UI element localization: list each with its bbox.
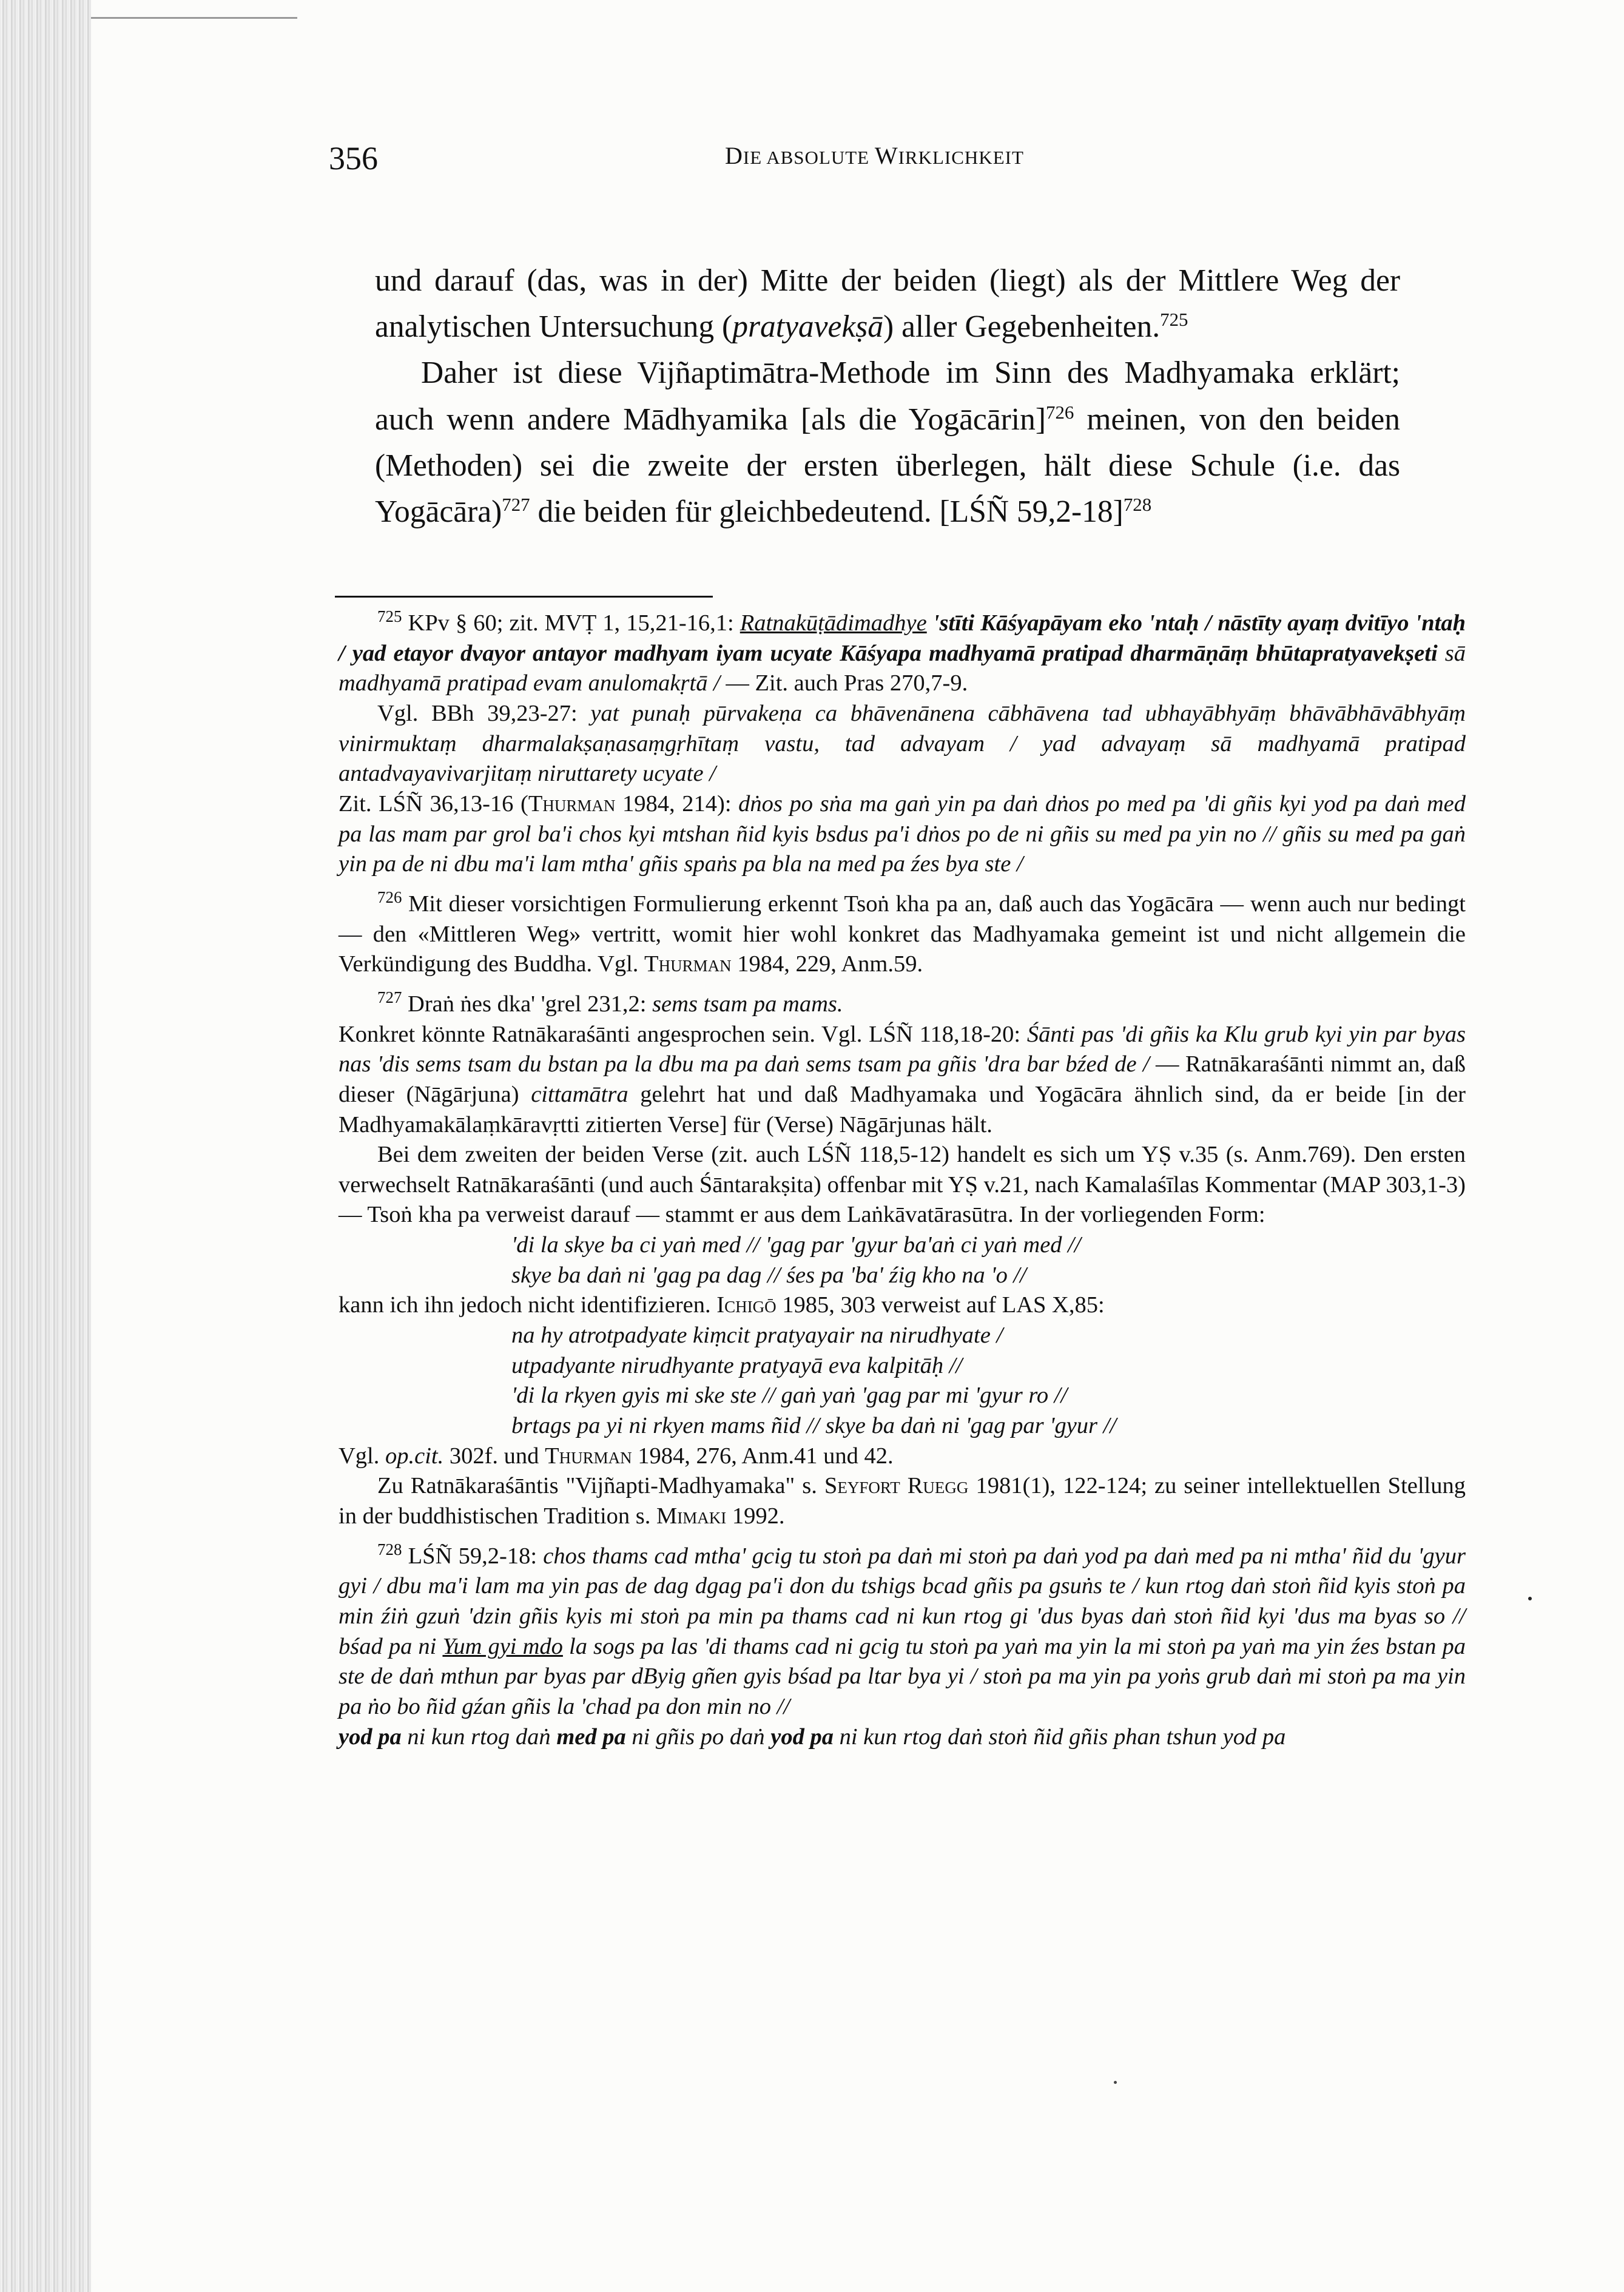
text-run: LŚÑ 59,2-18: xyxy=(402,1543,544,1569)
verse-line xyxy=(511,1261,1466,1291)
text-run: la sogs pa las 'di thams cad ni gcig tu stoṅ pa yaṅ ma yin la mi stoṅ pa yaṅ ma yin źes bstan pa ste de daṅ mthun par byas par dByig gñen gyis bśad pa ltar bya yi / stoṅ pa ma yin pa yoṅs grub daṅ mi stoṅ pa ma yin pa ṅo bo ñid gźan gñis la 'chad pa don min no // xyxy=(339,1633,1466,1719)
text-run: Zit. LŚÑ 36,13-16 ( xyxy=(339,790,528,817)
text-run: Draṅ ṅes dka' 'grel 231,2: xyxy=(402,991,653,1017)
footnote-725-zit xyxy=(339,789,1466,880)
footnote-727-kann xyxy=(339,1290,1466,1321)
footnote-726 xyxy=(339,889,1466,980)
footnote-727-vgl xyxy=(339,1441,1466,1472)
text-run: 1985, 303 verweist auf LAS X,85: xyxy=(776,1292,1105,1318)
footnotes xyxy=(339,608,1466,1752)
text-run: sā madhyamā pratipad evam anulomakṛtā / xyxy=(339,640,1466,696)
text-run: sems tsam pa mams. xyxy=(652,991,843,1017)
footnote-separator xyxy=(335,596,713,598)
text-run: Śānti pas 'di gñis ka Klu grub kyi yin par byas nas 'dis sems tsam du bstan pa la dbu ma pa daṅ sems tsam pa gñis 'dra bar bźed de / xyxy=(339,1021,1466,1077)
text-run: cittamātra xyxy=(531,1081,628,1107)
text-run: utpadyante nirudhyante pratyayā eva kalpitāḥ // xyxy=(511,1352,963,1378)
footnote-727 xyxy=(339,989,1466,1020)
text-run: pratyavekṣā xyxy=(732,309,884,345)
running-head-part: IRKLICHKEIT xyxy=(898,147,1024,168)
scan-speck xyxy=(1528,1597,1532,1600)
scan-edge-line xyxy=(91,17,297,19)
text-run: 302f. und xyxy=(443,1443,545,1469)
footnote-number: 728 xyxy=(377,1540,402,1559)
text-run: Seyfort Ruegg xyxy=(824,1473,969,1499)
text-run: Vgl. BBh 39,23-27: xyxy=(377,700,591,726)
book-binding-edge xyxy=(0,0,91,2292)
page-number: 356 xyxy=(329,140,378,177)
footnote-ref-725[interactable]: 725 xyxy=(1160,309,1188,331)
text-run: Konkret könnte Ratnākaraśānti angesprochen sein. Vgl. LŚÑ 118,18-20: xyxy=(339,1021,1027,1047)
text-run: Daher ist diese Vijñaptimātra-Methode im Sinn des Madhyamaka erklärt; auch wenn andere Mādhyamika [als die Yogācārin] xyxy=(375,356,1400,437)
text-run: — Zit. auch Pras 270,7-9. xyxy=(719,670,968,696)
text-run: op.cit. xyxy=(385,1443,444,1469)
text-run: 1984, 276, Anm.41 und 42. xyxy=(632,1443,894,1469)
footnote-728-last-line xyxy=(339,1722,1466,1753)
text-run: yod pa xyxy=(339,1724,402,1750)
text-run: ) aller Gegebenheiten. xyxy=(883,309,1161,345)
text-run: dṅos po sṅa ma gaṅ yin pa daṅ dṅos po med pa 'di gñis kyi yod pa daṅ med pa las mam par grol ba'i chos kyi mtshan ñid kyis bsdus pa'i dṅos po de ni gñis su med pa yin no // gñis su med pa gaṅ yin pa de ni dbu ma'i lam mtha' gñis spaṅs pa bla na med pa źes bya ste / xyxy=(339,790,1466,877)
text-run: chos thams cad mtha' gcig tu stoṅ pa daṅ mi stoṅ pa daṅ yod pa daṅ med pa ni mtha' ñid du 'gyur gyi / dbu ma'i lam ma yin pas de dag dgag pa'i don du tshigs bcad gñis pa gsuṅs te / kun rtog daṅ stoṅ ñid kyis stoṅ pa min źiṅ gzuṅ 'dzin gñis kyis mi stoṅ pa min pa thams cad ni kun rtog gi 'dus byas daṅ stoṅ ñid kyi 'dus ma byas so // bśad pa ni xyxy=(339,1543,1466,1659)
text-run: — Ratnākaraśānti nimmt an, daß dieser (Nāgārjuna) xyxy=(339,1051,1466,1107)
verse-line xyxy=(511,1381,1466,1411)
main-paragraph-2 xyxy=(375,350,1400,535)
text-run: 1984, 214): xyxy=(615,790,739,817)
text-run: Thurman xyxy=(528,790,616,817)
verse-line xyxy=(511,1411,1466,1441)
text-run: Yum gyi mdo xyxy=(442,1633,563,1659)
text-run: kann ich ihn jedoch nicht identifizieren. xyxy=(339,1292,717,1318)
footnote-ref-726[interactable]: 726 xyxy=(1046,401,1074,423)
text-run: skye ba daṅ ni 'gag pa dag // śes pa 'ba' źig kho na 'o // xyxy=(511,1262,1026,1288)
text-run: KPv § 60; zit. MVṬ 1, 15,21-16,1: xyxy=(402,610,740,636)
text-run: gelehrt hat und daß Madhyamaka und Yogācāra ähnlich sind, da er beide [in der Madhyamakālaṃkāravṛtti zitierten Verse] für (Verse) Nāgārjunas hält. xyxy=(339,1081,1466,1138)
scan-speck xyxy=(1114,2081,1117,2084)
footnote-ref-727[interactable]: 727 xyxy=(502,493,530,515)
text-run: med pa xyxy=(556,1724,626,1750)
text-run: na hy atrotpadyate kiṃcit pratyayair na nirudhyate / xyxy=(511,1323,1003,1349)
footnote-728 xyxy=(339,1542,1466,1722)
footnote-727-verses-intro: Bei dem zweiten der beiden Verse (zit. auch LŚÑ 118,5-12) handelt es sich um YṢ v.35 (s. Anm.769). Den ersten verwechselt Ratnākaraśānti (und auch Śāntarakṣita) offenbar mit YṢ v.21, nach Kamalaśīlas Kommentar (MAP 303,1-3) — Tsoṅ kha pa verweist darauf — stammt er aus dem Laṅkāvatārasūtra. In der vorliegenden Form: xyxy=(339,1142,1466,1228)
running-head-part: W xyxy=(874,142,898,169)
text-run: 1981(1), 122-124; zu seiner intellektuellen Stellung in der buddhistischen Tradition s. xyxy=(339,1473,1466,1529)
footnote-725-vgl xyxy=(339,699,1466,789)
text-run: yod pa xyxy=(770,1724,834,1750)
footnote-number: 725 xyxy=(377,607,402,626)
text-run: Mimaki xyxy=(656,1503,727,1529)
text-run: Ratnakūṭādimadhye xyxy=(740,610,927,636)
text-run: Ichigō xyxy=(716,1292,777,1318)
text-run: yat punaḥ pūrvakeṇa ca bhāvenānena cābhāvena tad ubhayābhyāṃ bhāvābhāvābhyāṃ vinirmuktaṃ dharmalakṣaṇasaṃgṛhītaṃ vastu, tad advayam / yad advayaṃ sā madhyamā pratipad antadvayavivarjitaṃ niruttarety ucyate / xyxy=(339,700,1466,787)
text-run: und darauf (das, was in der) Mitte der beiden (liegt) als der Mittlere Weg der analytischen Untersuchung ( xyxy=(375,263,1400,345)
text-run: Vgl. xyxy=(339,1443,385,1469)
footnote-ref-728[interactable]: 728 xyxy=(1123,493,1152,515)
text-run: ni gñis po daṅ xyxy=(625,1724,771,1750)
text-run: brtags pa yi ni rkyen mams ñid // skye ba daṅ ni 'gag par 'gyur // xyxy=(511,1413,1117,1439)
main-paragraph-1 xyxy=(375,258,1400,350)
text-run: 1992. xyxy=(726,1503,785,1529)
text-run: 'di la rkyen gyis mi ske ste // gaṅ yaṅ 'gag par mi 'gyur ro // xyxy=(511,1383,1068,1409)
text-run: meinen, von den beiden (Methoden) sei die zweite der ersten überlegen, hält diese Schule (i.e. das Yogācāra) xyxy=(375,402,1401,530)
running-head-part: D xyxy=(725,142,743,169)
text-run: 'stīti Kāśyapāyam eko 'ntaḥ / nāstīty ayaṃ dvitīyo 'ntaḥ / yad etayor dvayor antayor madhyam iyam ucyate Kāśyapa madhyamā pratipad dharmāṇāṃ bhūtapratyavekṣeti xyxy=(339,610,1466,666)
text-run: Mit dieser vorsichtigen Formulierung erkennt Tsoṅ kha pa an, daß auch das Yogācāra — wenn auch nur bedingt — den «Mittleren Weg» vertritt, womit hier wohl konkret das Madhyamaka gemeint ist und nicht allgemein die Verkündigung des Buddha. Vgl. xyxy=(339,891,1466,977)
text-run: 1984, 229, Anm.59. xyxy=(731,951,923,977)
footnote-number: 726 xyxy=(377,888,402,907)
text-run: 'di la skye ba ci yaṅ med // 'gag par 'gyur ba'aṅ ci yaṅ med // xyxy=(511,1232,1081,1258)
text-run: ni kun rtog daṅ xyxy=(401,1724,557,1750)
footnote-727-zu xyxy=(339,1471,1466,1531)
running-head xyxy=(725,141,1024,170)
verse-line xyxy=(511,1321,1466,1351)
footnote-727-konkret xyxy=(339,1020,1466,1141)
text-run: ni kun rtog daṅ stoṅ ñid gñis phan tshun yod pa xyxy=(833,1724,1286,1750)
verse-line xyxy=(511,1230,1466,1261)
main-text xyxy=(375,258,1400,535)
footnote-725 xyxy=(339,608,1466,699)
text-run: Zu Ratnākaraśāntis "Vijñapti-Madhyamaka" s. xyxy=(377,1473,824,1499)
text-run: die beiden für gleichbedeutend. [LŚÑ 59,2-18] xyxy=(530,494,1124,530)
footnote-number: 727 xyxy=(377,988,402,1007)
text-run: Thurman xyxy=(644,951,732,977)
verse-line xyxy=(511,1351,1466,1381)
running-head-part: IE ABSOLUTE xyxy=(743,147,875,168)
text-run: Thurman xyxy=(545,1443,632,1469)
